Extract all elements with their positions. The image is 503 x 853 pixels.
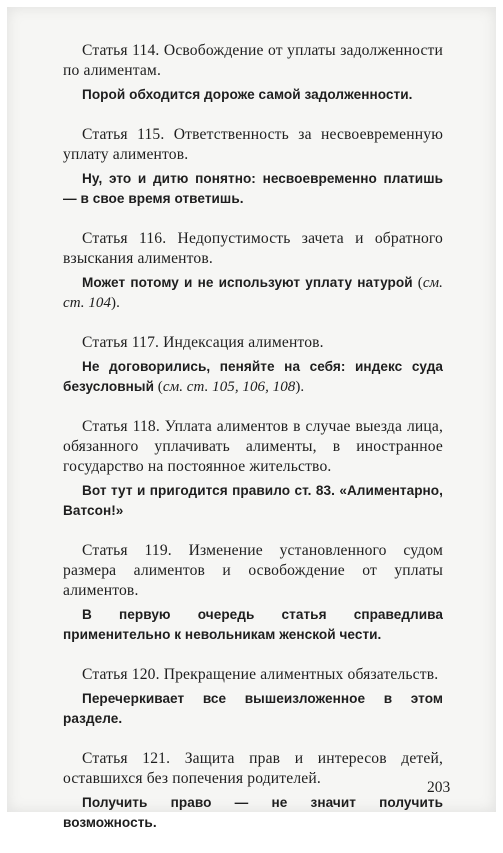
- page-number: 203: [427, 779, 451, 796]
- comment-text: Перечеркивает все вышеизложенное в этом разделе.: [63, 691, 443, 726]
- book-page: [7, 7, 496, 830]
- comment-text: Может потому и не используют уплату натурой: [82, 275, 413, 290]
- article-comment: [63, 85, 443, 105]
- comment-text: Ну, это и дитю понятно: несвоевременно платишь — в свое время ответишь.: [63, 171, 443, 206]
- comment-paren-close: ).: [111, 295, 120, 311]
- article-119: [63, 541, 443, 645]
- article-116: [63, 229, 443, 313]
- comment-paren-close: ).: [295, 379, 305, 395]
- article-115: [63, 125, 443, 209]
- article-heading: Статья 114. Освобождение от уплаты задолженности по алиментам.: [63, 42, 443, 79]
- article-comment: [63, 273, 443, 313]
- article-comment: [63, 357, 443, 397]
- article-comment: [63, 689, 443, 729]
- comment-reference: см. ст. 105, 106, 108: [162, 379, 296, 395]
- comment-text: Вот тут и пригодится правило ст. 83. «Алиментарно, Ватсон!»: [63, 483, 443, 518]
- article-comment: [63, 793, 443, 833]
- article-120: [63, 665, 443, 729]
- article-heading: Статья 121. Защита прав и интересов детей, оставшихся без попечения родителей.: [63, 750, 443, 787]
- comment-reference: см. ст. 104: [63, 275, 443, 311]
- article-heading: Статья 117. Индексация алиментов.: [82, 334, 324, 351]
- article-121: [63, 749, 443, 833]
- article-114: [63, 41, 443, 105]
- page-text: [63, 41, 443, 853]
- comment-paren-open: (: [412, 275, 423, 291]
- article-heading: Статья 118. Уплата алиментов в случае выезда лица, обязанного уплачивать алименты, в иностранное государство на постоянное жительство.: [63, 418, 443, 475]
- comment-text: Не договорились, пеняйте на себя: индекс суда безусловный: [63, 359, 443, 394]
- comment-text: Порой обходится дороже самой задолженности.: [82, 87, 413, 102]
- comment-text: В первую очередь статья справедлива применительно к невольникам женской чести.: [63, 607, 443, 642]
- comment-text: Получить право — не значит получить возможность.: [63, 795, 443, 830]
- article-heading: Статья 116. Недопустимость зачета и обратного взыскания алиментов.: [63, 230, 443, 267]
- comment-paren-open: (: [154, 379, 163, 395]
- article-comment: [63, 605, 443, 645]
- article-118: [63, 417, 443, 521]
- article-heading: Статья 120. Прекращение алиментных обязательств.: [82, 666, 439, 683]
- article-comment: [63, 169, 443, 209]
- article-heading: Статья 115. Ответственность за несвоевременную уплату алиментов.: [63, 126, 443, 163]
- article-heading: Статья 119. Изменение установленного судом размера алиментов и освобождение от уплаты алиментов.: [63, 542, 443, 599]
- article-117: [63, 333, 443, 397]
- article-comment: [63, 481, 443, 521]
